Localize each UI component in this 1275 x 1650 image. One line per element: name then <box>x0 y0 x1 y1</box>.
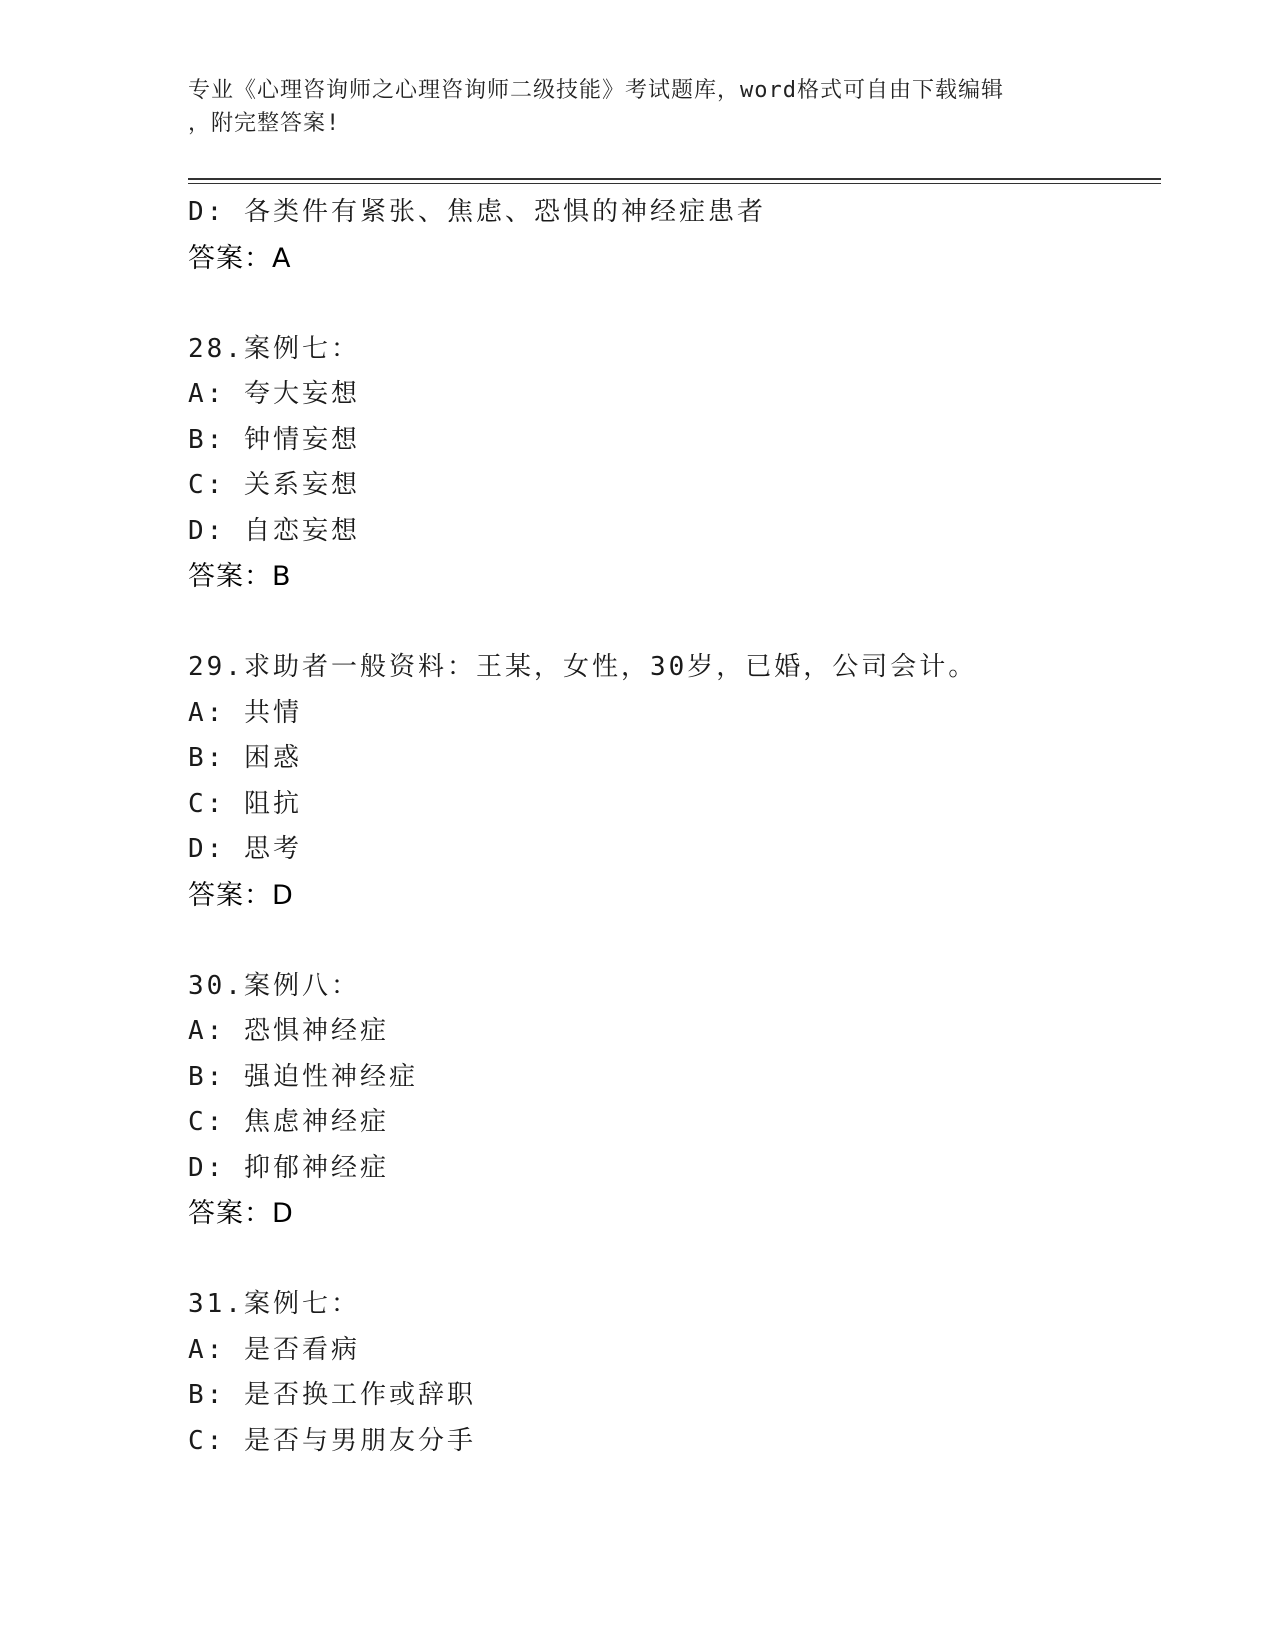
question-stem: 29.求助者一般资料：王某，女性，30岁，已婚，公司会计。 <box>188 652 978 682</box>
option-a: A: 共情 <box>188 697 302 728</box>
option-b: B: 强迫性神经症 <box>188 1061 418 1092</box>
question-block-27 <box>188 190 1148 281</box>
spacer <box>188 281 1148 327</box>
option-b: B: 钟情妄想 <box>188 424 360 455</box>
answer-line: 答案：D <box>188 1198 294 1229</box>
answer-line: 答案：A <box>188 242 292 274</box>
option-d: D: 思考 <box>188 834 302 864</box>
option-d: D: 各类件有紧张、焦虑、恐惧的神经症患者 <box>188 197 766 227</box>
question-stem: 30.案例八： <box>188 970 360 1001</box>
option-c: C: 焦虑神经症 <box>188 1107 389 1137</box>
answer-line: 答案：D <box>188 879 294 911</box>
option-d: D: 抑郁神经症 <box>188 1152 389 1183</box>
option-c: C: 关系妄想 <box>188 470 360 500</box>
document-header <box>188 74 1088 140</box>
option-c: C: 是否与男朋友分手 <box>188 1425 476 1456</box>
option-a: A: 是否看病 <box>188 1334 360 1365</box>
answer-line: 答案：B <box>188 561 292 592</box>
question-block-29 <box>188 645 1148 918</box>
option-b: B: 困惑 <box>188 743 302 773</box>
question-block-28 <box>188 327 1148 600</box>
header-title-continuation: ，附完整答案! <box>188 111 341 136</box>
question-stem: 28.案例七： <box>188 333 360 364</box>
option-d: D: 自恋妄想 <box>188 515 360 546</box>
option-a: A: 恐惧神经症 <box>188 1016 389 1046</box>
option-a: A: 夸大妄想 <box>188 379 360 409</box>
spacer <box>188 600 1148 646</box>
header-divider-thick <box>188 178 1161 180</box>
spacer <box>188 1237 1148 1283</box>
question-list <box>188 190 1148 1464</box>
question-block-31 <box>188 1282 1148 1464</box>
question-block-30 <box>188 964 1148 1237</box>
header-divider-thin <box>188 183 1161 184</box>
header-title-line: 专业《心理咨询师之心理咨询师二级技能》考试题库，word格式可自由下载编辑 <box>188 78 1004 103</box>
spacer <box>188 918 1148 964</box>
option-b: B: 是否换工作或辞职 <box>188 1380 476 1410</box>
question-stem: 31.案例七： <box>188 1289 360 1319</box>
option-c: C: 阻抗 <box>188 788 302 819</box>
